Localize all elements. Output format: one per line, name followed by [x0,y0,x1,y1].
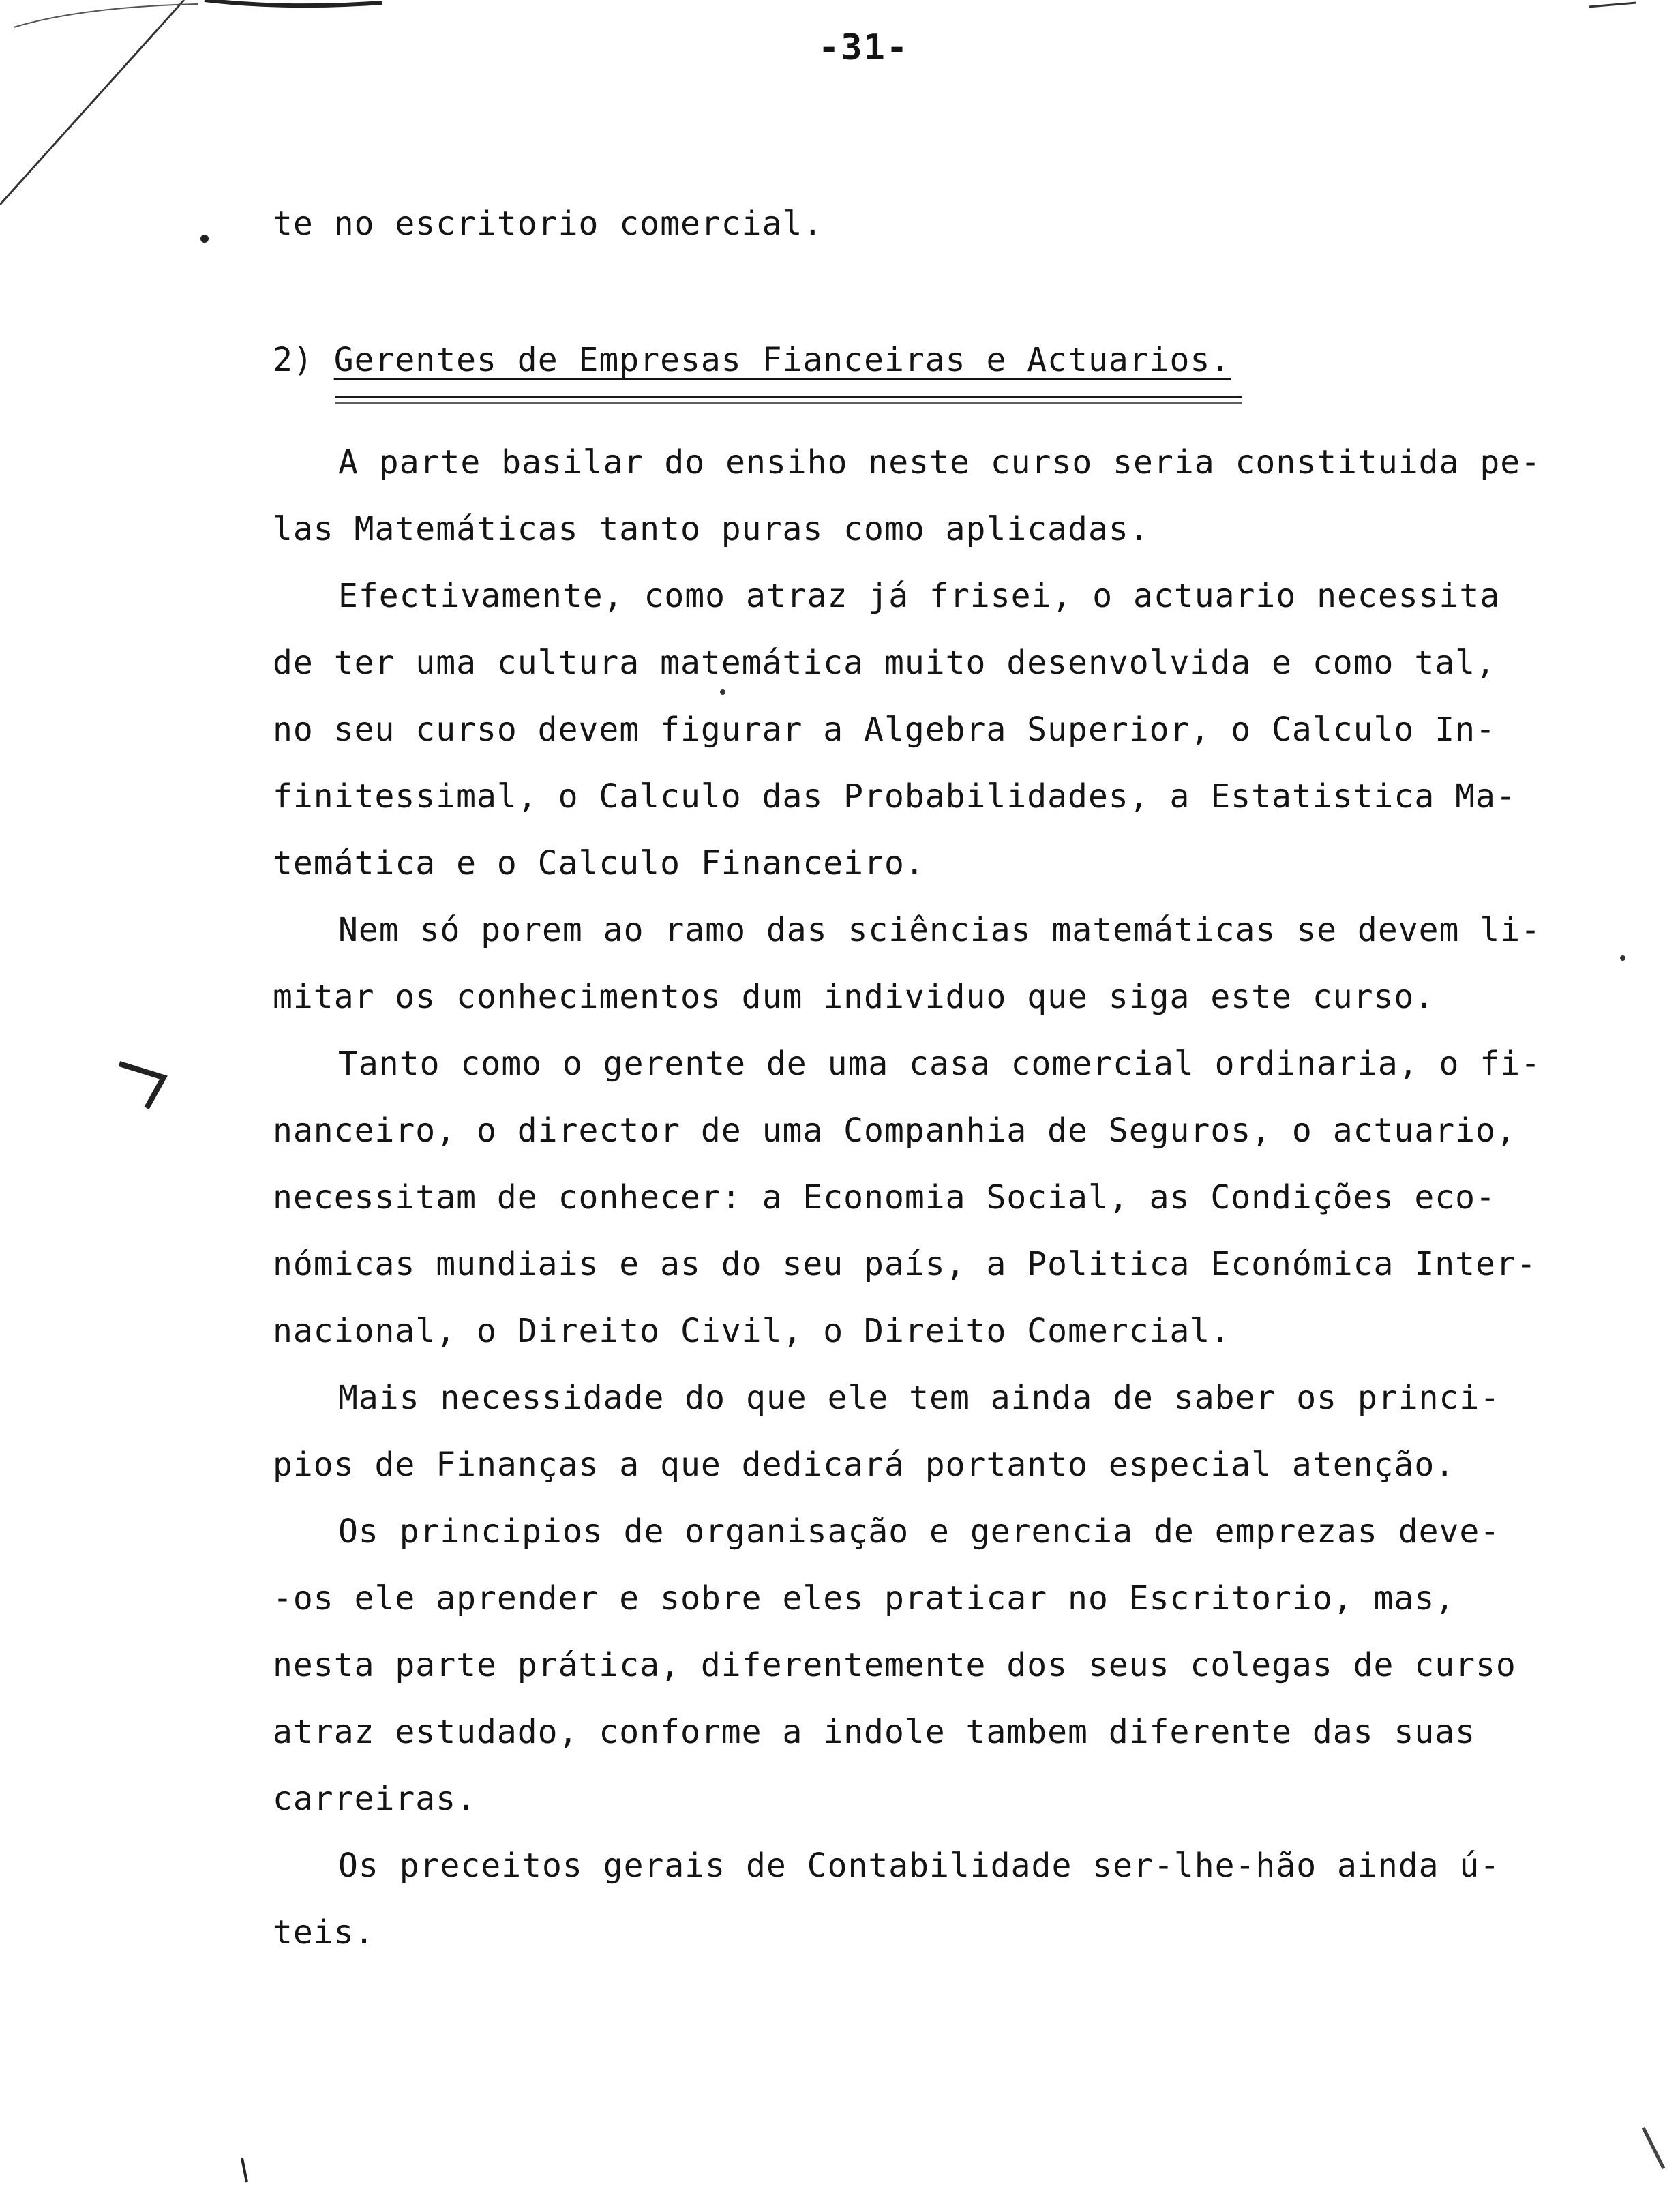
text-line: Os principios de organisação e gerencia de emprezas deve- [338,1512,1501,1551]
text-line: Mais necessidade do que ele tem ainda de saber os princi- [338,1379,1501,1417]
section-number: 2) [273,341,314,379]
text-line: finitessimal, o Calculo das Probabilidades, a Estatistica Ma- [273,777,1516,816]
text-line: A parte basilar do ensiho neste curso seria constituida pe- [338,443,1542,481]
heading-underline-second [335,402,1242,404]
heading-underline [335,396,1242,398]
text-line: nacional, o Direito Civil, o Direito Comercial. [273,1312,1231,1350]
text-line: las Matemáticas tanto puras como aplicadas. [273,510,1150,548]
text-line: nesta parte prática, diferentemente dos seus colegas de curso [273,1646,1516,1684]
text-line: mitar os conhecimentos dum individuo que siga este curso. [273,978,1435,1016]
page-number: -31- [818,27,910,68]
text-line: necessitam de conhecer: a Economia Social, as Condições eco- [273,1178,1496,1217]
body-text [273,443,1541,2012]
section-title: Gerentes de Empresas Fianceiras e Actuarios. [333,341,1231,379]
text-line: -os ele aprender e sobre eles praticar no Escritorio, mas, [273,1579,1456,1617]
text-line: de ter uma cultura matemática muito desenvolvida e como tal, [273,644,1496,682]
section-heading [273,341,1231,379]
text-line: Os preceitos gerais de Contabilidade ser-lhe-hão ainda ú- [338,1847,1501,1885]
text-line: nanceiro, o director de uma Companhia de Seguros, o actuario, [273,1112,1516,1150]
text-line: Efectivamente, como atraz já frisei, o actuario necessita [338,577,1501,615]
text-line: temática e o Calculo Financeiro. [273,844,925,882]
text-line: pios de Finanças a que dedicará portanto especial atenção. [273,1446,1456,1484]
text-line: Nem só porem ao ramo das sciências matemáticas se devem li- [338,911,1542,949]
text-line: no seu curso devem figurar a Algebra Superior, o Calculo In- [273,711,1496,749]
text-line: carreiras. [273,1780,477,1818]
text-line: atraz estudado, conforme a indole tambem diferente das suas [273,1713,1476,1751]
text-line: nómicas mundiais e as do seu país, a Politica Económica Inter- [273,1245,1537,1283]
text-line: te no escritorio comercial. [273,205,824,243]
text-line: teis. [273,1913,375,1952]
text-line: Tanto como o gerente de uma casa comercial ordinaria, o fi- [338,1045,1542,1083]
